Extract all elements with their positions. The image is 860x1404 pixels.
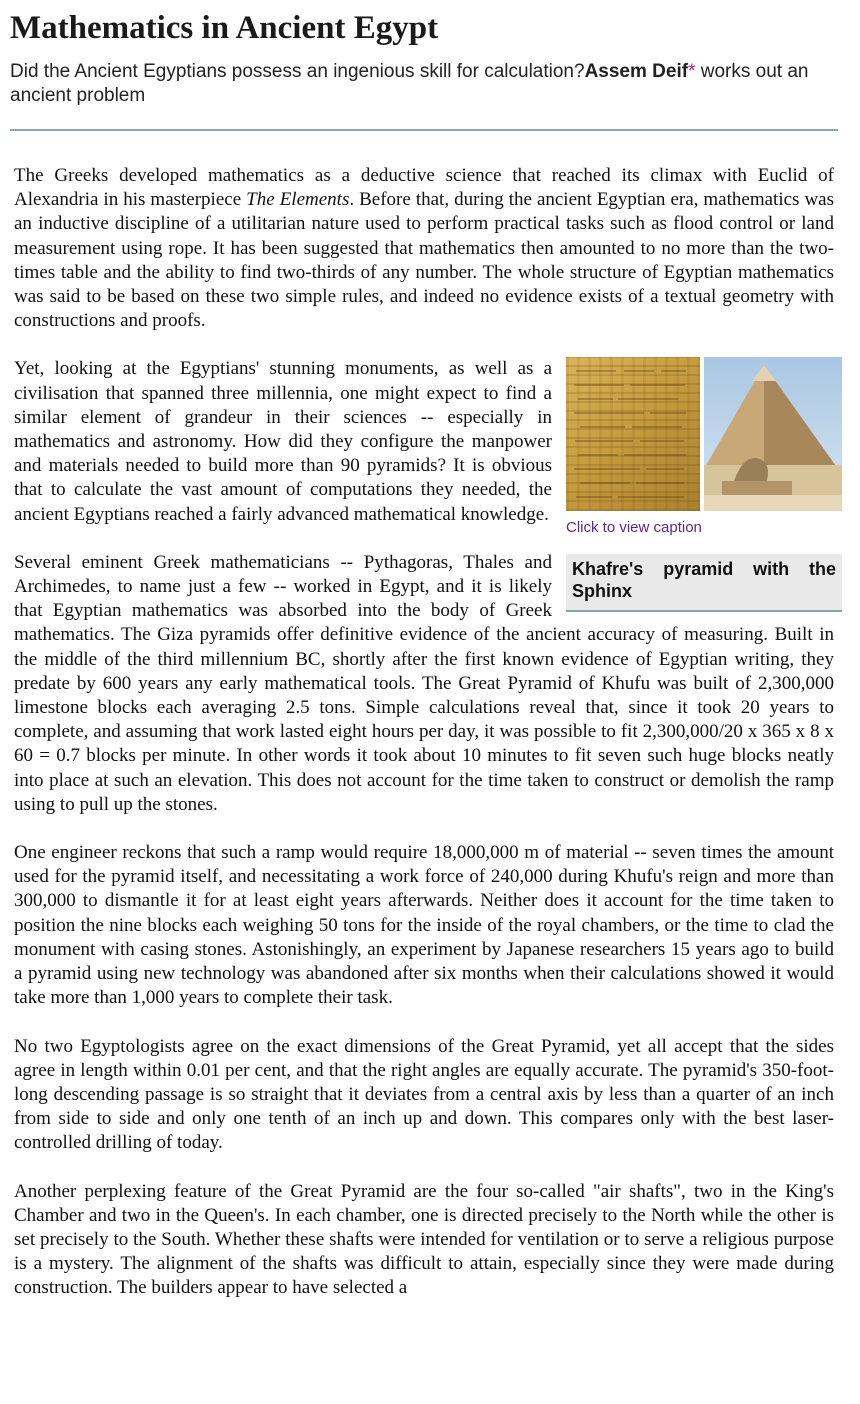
book-title: The Elements bbox=[246, 189, 350, 211]
article-header bbox=[0, 0, 860, 108]
papyrus-texture bbox=[566, 357, 700, 511]
author-footnote-mark[interactable]: * bbox=[688, 61, 696, 82]
paragraph-1 bbox=[14, 164, 834, 333]
figure bbox=[566, 357, 842, 613]
subtitle-lead: Did the Ancient Egyptians possess an ingenious skill for calculation? bbox=[10, 61, 585, 82]
paragraph-3: Several eminent Greek mathematicians -- Pythagoras, Thales and Archimedes, to name just a few -- worked in Egypt, and it is likely that Egyptian mathematics was absorbed into the body of Greek mathematics. The Giza pyramids offer definitive evidence of the ancient accuracy of measuring. Built in the middle of the third millennium BC, shortly after the first known evidence of Egyptian writing, they predate by 600 years any early mathematical tools. The Great Pyramid of Khufu was built of 2,300,000 limestone blocks each averaging 2.5 tons. Simple calculations reveal that, since it took 20 years to complete, and assuming that work lasted eight hours per day, it was possible to fit 2,300,000/20 x 365 x 8 x 60 = 0.7 blocks per minute. In other words it took about 10 minutes to fit seven such huge blocks neatly into place at such an elevation. This does not account for the time taken to construct or demolish the ramp using to pull up the stones. bbox=[14, 551, 834, 815]
papyrus-image[interactable] bbox=[566, 357, 700, 511]
figure-images bbox=[566, 357, 842, 511]
paragraph-2: Yet, looking at the Egyptians' stunning monuments, as well as a civilisation that spanned three millennia, one might expect to find a similar element of grandeur in their sciences -- especially in mathematics and astronomy. How did they configure the manpower and materials needed to build more than 90 pyramids? It is obvious that to calculate the vast amount of computations they needed, the ancient Egyptians reached a fairly advanced mathematical knowledge. bbox=[14, 358, 552, 525]
paragraph-5: No two Egyptologists agree on the exact dimensions of the Great Pyramid, yet all accept that the sides agree in length within 0.01 per cent, and that the right angles are equally accurate. The pyramid's 350-foot-long descending passage is so straight that it deviates from a central axis by less than a quarter of an inch from side to side and only one tenth of an inch up and down. This compares only with the best laser-controlled drilling of today. bbox=[14, 1035, 834, 1154]
view-caption-link[interactable]: Click to view caption bbox=[566, 519, 702, 537]
subtitle-tail: works out an ancient problem bbox=[10, 61, 809, 106]
page-title: Mathematics in Ancient Egypt bbox=[10, 10, 439, 46]
paragraph-4: One engineer reckons that such a ramp would require 18,000,000 m of material -- seven times the amount used for the pyramid itself, and necessitating a work force of 240,000 during Khufu's reign and more than 300,000 to dismantle it for at least eight years afterwards. Neither does it account for the time taken to position the nine blocks each weighing 50 tons for the inside of the royal chambers, or the time to clad the monument with casing stones. Astonishingly, an experiment by Japanese researchers 15 years ago to build a pyramid using new technology was abandoned after six months when their calculations showed it would take more than 1,000 years to complete their task. bbox=[14, 842, 834, 1009]
article-body bbox=[14, 164, 834, 1325]
header-divider bbox=[10, 129, 838, 131]
subtitle bbox=[10, 60, 840, 108]
figure-caption: Khafre's pyramid with the Sphinx bbox=[566, 554, 842, 612]
pyramid-sphinx-image[interactable] bbox=[704, 357, 842, 511]
author-name[interactable]: Assem Deif bbox=[584, 61, 689, 82]
paragraph-6: Another perplexing feature of the Great Pyramid are the four so-called "air shafts", two in the King's Chamber and two in the Queen's. In each chamber, one is directed precisely to the North while the other is set precisely to the South. Whether these shafts were intended for ventilation or to serve a religious purpose is a mystery. The alignment of the shafts was difficult to attain, especially since they were made during construction. The builders appear to have selected a bbox=[14, 1180, 834, 1299]
paragraph-1-text: The Greeks developed mathematics as a deductive science that reached its climax with Euclid of Alexandria in his masterpiece bbox=[14, 165, 834, 211]
paragraph-1-text-end: . Before that, during the ancient Egyptian era, mathematics was an inductive discipline of a utilitarian nature used to perform practical tasks such as flood control or land measurement using rope. It has been suggested that mathematics then amounted to no more than the two-times table and the ability to find two-thirds of any number. The whole structure of Egyptian mathematics was said to be based on these two simple rules, and indeed no evidence exists of a textual geometry with constructions and proofs. bbox=[14, 189, 834, 332]
pyramid-illustration bbox=[704, 357, 842, 511]
